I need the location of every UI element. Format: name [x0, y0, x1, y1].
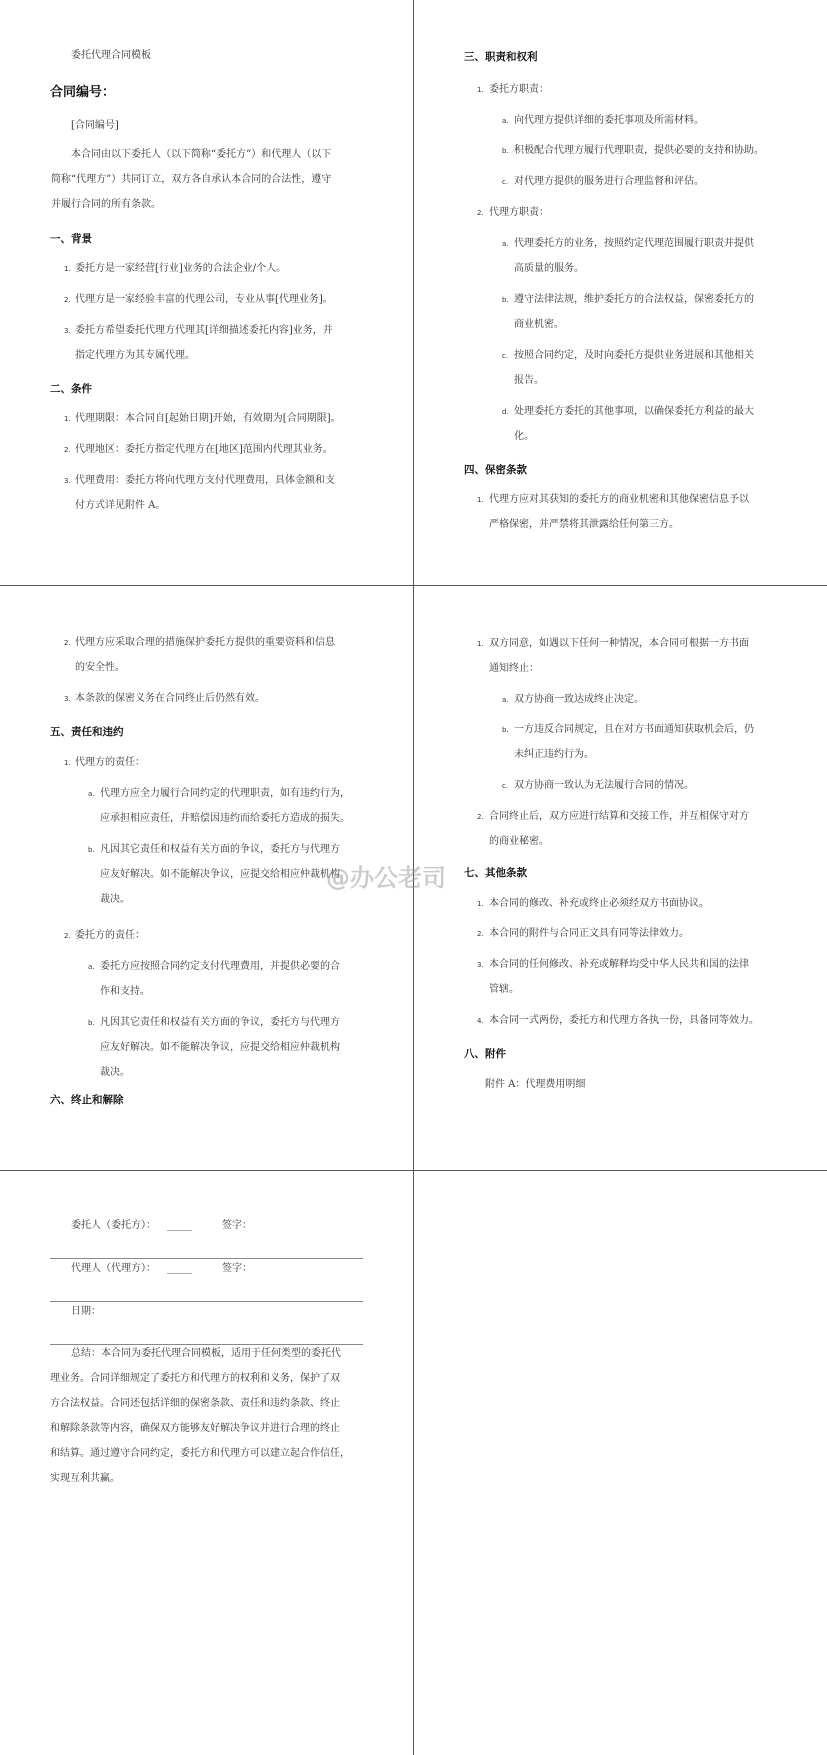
list-letter: b.: [88, 1019, 95, 1027]
list-item-text: 未纠正违约行为。: [514, 749, 594, 760]
summary-paragraph: 和结算。通过遵守合同约定，委托方和代理方可以建立起合作信任，: [50, 1448, 350, 1459]
section-heading-attachments: 八、附件: [464, 1048, 506, 1060]
list-item-text: 合同终止后，双方应进行结算和交接工作，并互相保守对方: [489, 811, 749, 822]
list-number: 3.: [477, 961, 484, 969]
list-letter: d.: [502, 408, 509, 416]
list-letter: c.: [502, 352, 509, 360]
list-item-text: 双方协商一致认为无法履行合同的情况。: [514, 780, 694, 791]
signature-line: [50, 1258, 363, 1259]
list-item-text: 委托方是一家经营[行业]业务的合法企业/个人。: [75, 263, 287, 274]
list-item-text: 代理地区：委托方指定代理方在[地区]范围内代理其业务。: [75, 444, 333, 455]
list-number: 2.: [64, 296, 71, 304]
list-item-text: 凡因其它责任和权益有关方面的争议，委托方与代理方: [100, 1017, 340, 1028]
contract-number-value: [合同编号]: [71, 120, 119, 131]
principal-blank: _____: [167, 1220, 192, 1231]
principal-label: 委托人（委托方）：: [71, 1220, 156, 1231]
list-item-text: 严格保密，并严禁将其泄露给任何第三方。: [489, 519, 679, 530]
list-number: 2.: [477, 209, 484, 217]
list-item-text: 应友好解决。如不能解决争议，应提交给相应仲裁机构: [100, 869, 340, 880]
list-item-text: 按照合同约定，及时向委托方提供业务进展和其他相关: [514, 350, 754, 361]
list-letter: a.: [502, 117, 509, 125]
list-number: 2.: [64, 932, 71, 940]
intro-paragraph: 并履行合同的所有条款。: [51, 199, 161, 210]
list-item-text: 应承担相应责任，并赔偿因违约而给委托方造成的损失。: [100, 813, 350, 824]
list-letter: b.: [502, 296, 509, 304]
list-number: 3.: [64, 327, 71, 335]
section-heading-termination: 六、终止和解除: [50, 1094, 124, 1106]
list-letter: a.: [502, 240, 509, 248]
list-number: 3.: [64, 695, 71, 703]
section-heading-confidentiality: 四、保密条款: [464, 464, 527, 476]
signature-label: 签字：: [222, 1263, 252, 1274]
list-item-text: 处理委托方委托的其他事项，以确保委托方利益的最大: [514, 406, 754, 417]
list-letter: c.: [502, 178, 509, 186]
signature-label: 签字：: [222, 1220, 252, 1231]
list-item-text: 指定代理方为其专属代理。: [75, 350, 195, 361]
list-letter: a.: [88, 963, 95, 971]
list-item-text: 通知终止：: [489, 663, 539, 674]
list-item-text: 报告。: [514, 375, 544, 386]
list-item-text: 付方式详见附件 A。: [75, 500, 166, 511]
summary-paragraph: 理业务。合同详细规定了委托方和代理方的权利和义务，保护了双: [50, 1373, 340, 1384]
list-item-text: 积极配合代理方履行代理职责，提供必要的支持和协助。: [514, 145, 764, 156]
section-heading-liability: 五、责任和违约: [50, 726, 124, 738]
list-item-text: 代理方职责：: [489, 207, 549, 218]
list-number: 1.: [64, 415, 71, 423]
list-item-text: 代理委托方的业务，按照约定代理范围履行职责并提供: [514, 238, 754, 249]
list-item-text: 遵守法律法规，维护委托方的合法权益，保密委托方的: [514, 294, 754, 305]
signature-line: [50, 1344, 363, 1345]
section-heading-duties: 三、职责和权利: [464, 51, 538, 63]
list-number: 2.: [477, 813, 484, 821]
list-item-text: 代理费用：委托方将向代理方支付代理费用，具体金额和支: [75, 475, 335, 486]
list-item-text: 委托方希望委托代理方代理其[详细描述委托内容]业务，并: [75, 325, 333, 336]
agent-blank: _____: [167, 1263, 192, 1274]
list-item-text: 本合同的任何修改、补充或解释均受中华人民共和国的法律: [489, 959, 749, 970]
list-item-text: 代理方应对其获知的委托方的商业机密和其他保密信息予以: [489, 494, 749, 505]
list-item-text: 双方协商一致达成终止决定。: [514, 694, 644, 705]
section-heading-conditions: 二、条件: [50, 383, 92, 395]
list-item-text: 本合同的附件与合同正文具有同等法律效力。: [489, 928, 689, 939]
list-item-text: 本条款的保密义务在合同终止后仍然有效。: [75, 693, 265, 704]
list-number: 1.: [64, 265, 71, 273]
list-item-text: 作和支持。: [100, 986, 150, 997]
list-number: 4.: [477, 1017, 484, 1025]
list-item-text: 本合同一式两份，委托方和代理方各执一份，具备同等效力。: [489, 1015, 759, 1026]
contract-number-heading: 合同编号：: [50, 85, 116, 100]
list-item-text: 向代理方提供详细的委托事项及所需材料。: [514, 115, 704, 126]
list-item-text: 裁决。: [100, 1067, 130, 1078]
list-number: 1.: [64, 759, 71, 767]
attachment-text: 附件 A：代理费用明细: [485, 1079, 586, 1090]
summary-paragraph: 方合法权益。合同还包括详细的保密条款、责任和违约条款、终止: [50, 1398, 340, 1409]
list-item-text: 应友好解决。如不能解决争议，应提交给相应仲裁机构: [100, 1042, 340, 1053]
list-letter: b.: [88, 846, 95, 854]
list-item-text: 委托方应按照合同约定支付代理费用，并提供必要的合: [100, 961, 340, 972]
signature-line: [50, 1301, 363, 1302]
agent-label: 代理人（代理方）：: [71, 1263, 156, 1274]
list-item-text: 管辖。: [489, 984, 519, 995]
list-item-text: 双方同意，如遇以下任何一种情况，本合同可根据一方书面: [489, 638, 749, 649]
document-title: 委托代理合同模板: [71, 50, 151, 61]
summary-paragraph: 和解除条款等内容，确保双方能够友好解决争议并进行合理的终止: [50, 1423, 340, 1434]
list-letter: a.: [502, 696, 509, 704]
list-letter: b.: [502, 726, 509, 734]
list-item-text: 商业机密。: [514, 319, 564, 330]
list-item-text: 代理方应采取合理的措施保护委托方提供的重要资料和信息: [75, 637, 335, 648]
list-item-text: 本合同的修改、补充或终止必须经双方书面协议。: [489, 898, 709, 909]
list-letter: b.: [502, 147, 509, 155]
intro-paragraph: 简称“代理方”）共同订立，双方各自承认本合同的合法性，遵守: [51, 174, 332, 185]
list-letter: c.: [502, 782, 509, 790]
list-item-text: 一方违反合同规定，且在对方书面通知获取机会后，仍: [514, 724, 754, 735]
list-number: 1.: [477, 640, 484, 648]
summary-paragraph: 实现互利共赢。: [50, 1473, 120, 1484]
page-divider-horizontal: [0, 585, 827, 586]
list-number: 2.: [64, 639, 71, 647]
list-item-text: 对代理方提供的服务进行合理监督和评估。: [514, 176, 704, 187]
section-heading-background: 一、背景: [50, 233, 92, 245]
list-item-text: 代理方应全力履行合同约定的代理职责，如有违约行为，: [100, 788, 350, 799]
page-divider-horizontal: [0, 1170, 827, 1171]
date-label: 日期：: [71, 1306, 101, 1317]
list-number: 2.: [64, 446, 71, 454]
list-number: 3.: [64, 477, 71, 485]
list-item-text: 的安全性。: [75, 662, 125, 673]
list-item-text: 凡因其它责任和权益有关方面的争议，委托方与代理方: [100, 844, 340, 855]
list-letter: a.: [88, 790, 95, 798]
list-item-text: 委托方的责任：: [75, 930, 145, 941]
list-item-text: 代理期限：本合同自[起始日期]开始，有效期为[合同期限]。: [75, 413, 341, 424]
list-number: 1.: [477, 86, 484, 94]
list-number: 2.: [477, 930, 484, 938]
list-item-text: 的商业秘密。: [489, 836, 549, 847]
watermark: @办公老司: [326, 864, 446, 892]
summary-paragraph: 总结：本合同为委托代理合同模板，适用于任何类型的委托代: [71, 1348, 341, 1359]
list-item-text: 代理方的责任：: [75, 757, 145, 768]
list-item-text: 裁决。: [100, 894, 130, 905]
list-number: 1.: [477, 496, 484, 504]
section-heading-other-terms: 七、其他条款: [464, 867, 527, 879]
list-item-text: 化。: [514, 431, 534, 442]
list-item-text: 高质量的服务。: [514, 263, 584, 274]
intro-paragraph: 本合同由以下委托人（以下简称“委托方”）和代理人（以下: [71, 149, 332, 160]
list-number: 1.: [477, 900, 484, 908]
list-item-text: 委托方职责：: [489, 84, 549, 95]
list-item-text: 代理方是一家经验丰富的代理公司，专业从事[代理业务]。: [75, 294, 333, 305]
